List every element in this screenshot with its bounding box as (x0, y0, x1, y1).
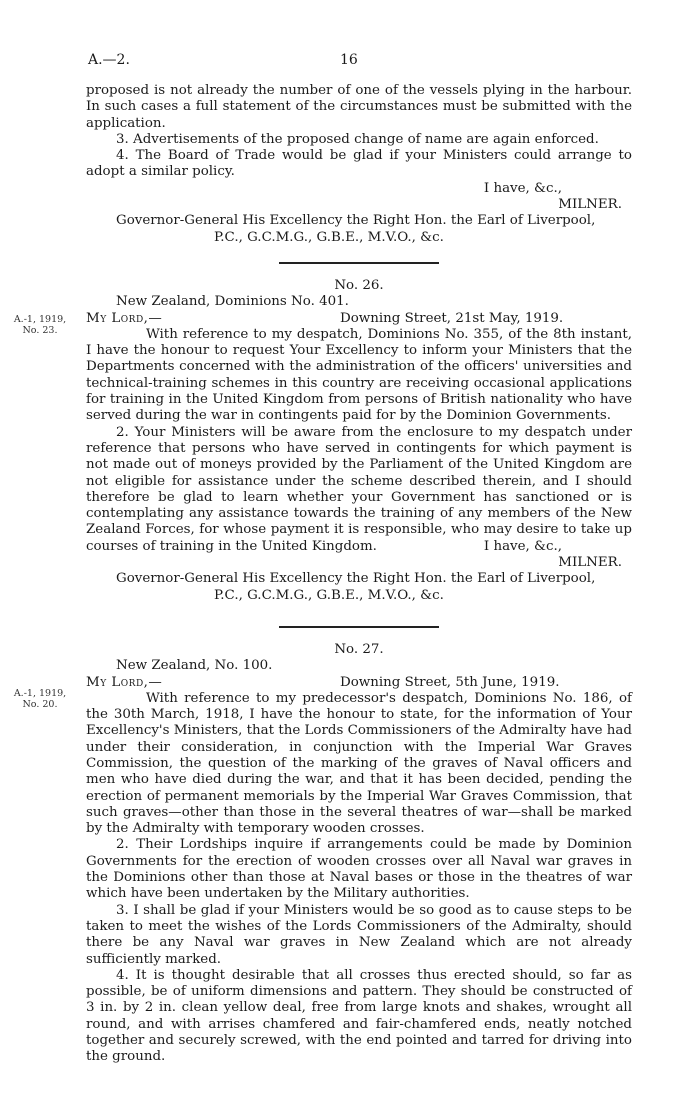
margin-note-27 (8, 688, 72, 710)
addressee-honours: P.C., G.C.M.G., G.B.E., M.V.O., &c. (214, 587, 444, 603)
document-body (86, 83, 632, 1066)
salutation: My Lord,— (86, 674, 163, 690)
paragraph: 2. Their Lordships inquire if arrangements could be made by Dominion Governments for the erection of wooden crosses over all Naval war graves in the Dominions other than those at Naval bases or those in the theatres of war which have been undertaken by the Military authorities. (86, 837, 632, 902)
paragraph: 4. It is thought desirable that all crosses thus erected should, so far as possible, be of uniform dimensions and pattern. They should be constructed of 3 in. by 2 in. clean yellow deal, free from large knots and shakes, wrought all round, and with arrises chamfered and fair-chamfered ends, neatly notched together and securely screwed, with the end pointed and tarred for driving into the ground. (86, 967, 632, 1065)
place-date: Downing Street, 5th June, 1919. (340, 674, 560, 690)
closing-phrase: I have, &c., (483, 538, 562, 554)
paragraph: With reference to my predecessor's despatch, Dominions No. 186, of the 30th March, 1918, I have the honour to state, for the information of Your Excellency's Ministers, that the Lords Commissioners of the Admiralty have had under their consideration, in conjunction with the Imperial War Graves Commission, the question of the marking of the graves of Naval officers and men who have died during the war, and that it has been decided, pending the erection of permanent memorials by the Imperial War Graves Commission, that such graves—other than those in the several theatres of war—shall be marked by the Admiralty with temporary wooden crosses. (86, 690, 632, 837)
margin-note-line: A.-1, 1919, (13, 314, 67, 325)
paragraph: 3. Advertisements of the proposed change of name are again enforced. (116, 131, 599, 147)
closing-line (86, 181, 632, 197)
addressee-line: Governor-General His Excellency the Right Hon. the Earl of Liverpool, (116, 213, 596, 229)
dominion-reference: New Zealand, Dominions No. 401. (116, 294, 349, 310)
salutation: My Lord,— (86, 310, 163, 326)
closing-phrase: I have, &c., (483, 180, 562, 196)
paragraph: 3. I shall be glad if your Ministers would be so good as to cause steps to be taken to meet the wishes of the Lords Commissioners of the Admiralty, should there be any Naval war graves in New Zealand which are not already sufficiently marked. (86, 902, 632, 967)
salutation-line (86, 311, 632, 327)
paragraph: 4. The Board of Trade would be glad if your Ministers could arrange to adopt a similar policy. (86, 148, 632, 180)
margin-note-line: No. 23. (22, 325, 58, 336)
margin-note-line: No. 20. (22, 699, 58, 710)
page-number: 16 (340, 52, 358, 68)
despatch-heading: No. 26. (334, 277, 384, 293)
signature: MILNER. (558, 197, 622, 213)
addressee-honours: P.C., G.C.M.G., G.B.E., M.V.O., &c. (214, 229, 444, 245)
signature: MILNER. (558, 555, 622, 571)
addressee-line: Governor-General His Excellency the Right Hon. the Earl of Liverpool, (116, 571, 596, 587)
section-divider (279, 626, 439, 628)
margin-note-26 (8, 314, 72, 336)
paragraph: With reference to my despatch, Dominions No. 355, of the 8th instant, I have the honour to request Your Excellency to inform your Ministers that the Departments concerned with the administration of the officers' universities and technical-training schemes in this country are receiving occasional applications for training in the United Kingdom from persons of British nationality who have served during the war in contingents paid for by the Dominion Governments. (86, 326, 632, 424)
paragraph: 2. Your Ministers will be aware from the enclosure to my despatch under reference that persons who have served in contingents for which payment is not made out of moneys provided by the Parliament of the United Kingdom are not eligible for assistance under the scheme described therein, and I should therefore be glad to learn whether your Government has sanctioned or is contemplating any assistance towards the training of any members of the New Zealand Forces, for whose payment it is responsible, who may desire to take up courses of training in the United Kingdom. (86, 424, 632, 554)
place-date: Downing Street, 21st May, 1919. (340, 310, 564, 326)
paragraph: proposed is not already the number of one of the vessels plying in the harbour. In such cases a full statement of the circumstances must be submitted with the application. (86, 83, 632, 131)
document-reference: A.—2. (88, 52, 130, 68)
page-header (88, 52, 648, 70)
margin-note-line: A.-1, 1919, (13, 688, 67, 699)
dominion-reference: New Zealand, No. 100. (116, 658, 273, 674)
closing-line (86, 539, 632, 555)
section-divider (279, 262, 439, 264)
despatch-heading: No. 27. (334, 641, 384, 657)
salutation-line (86, 675, 632, 691)
